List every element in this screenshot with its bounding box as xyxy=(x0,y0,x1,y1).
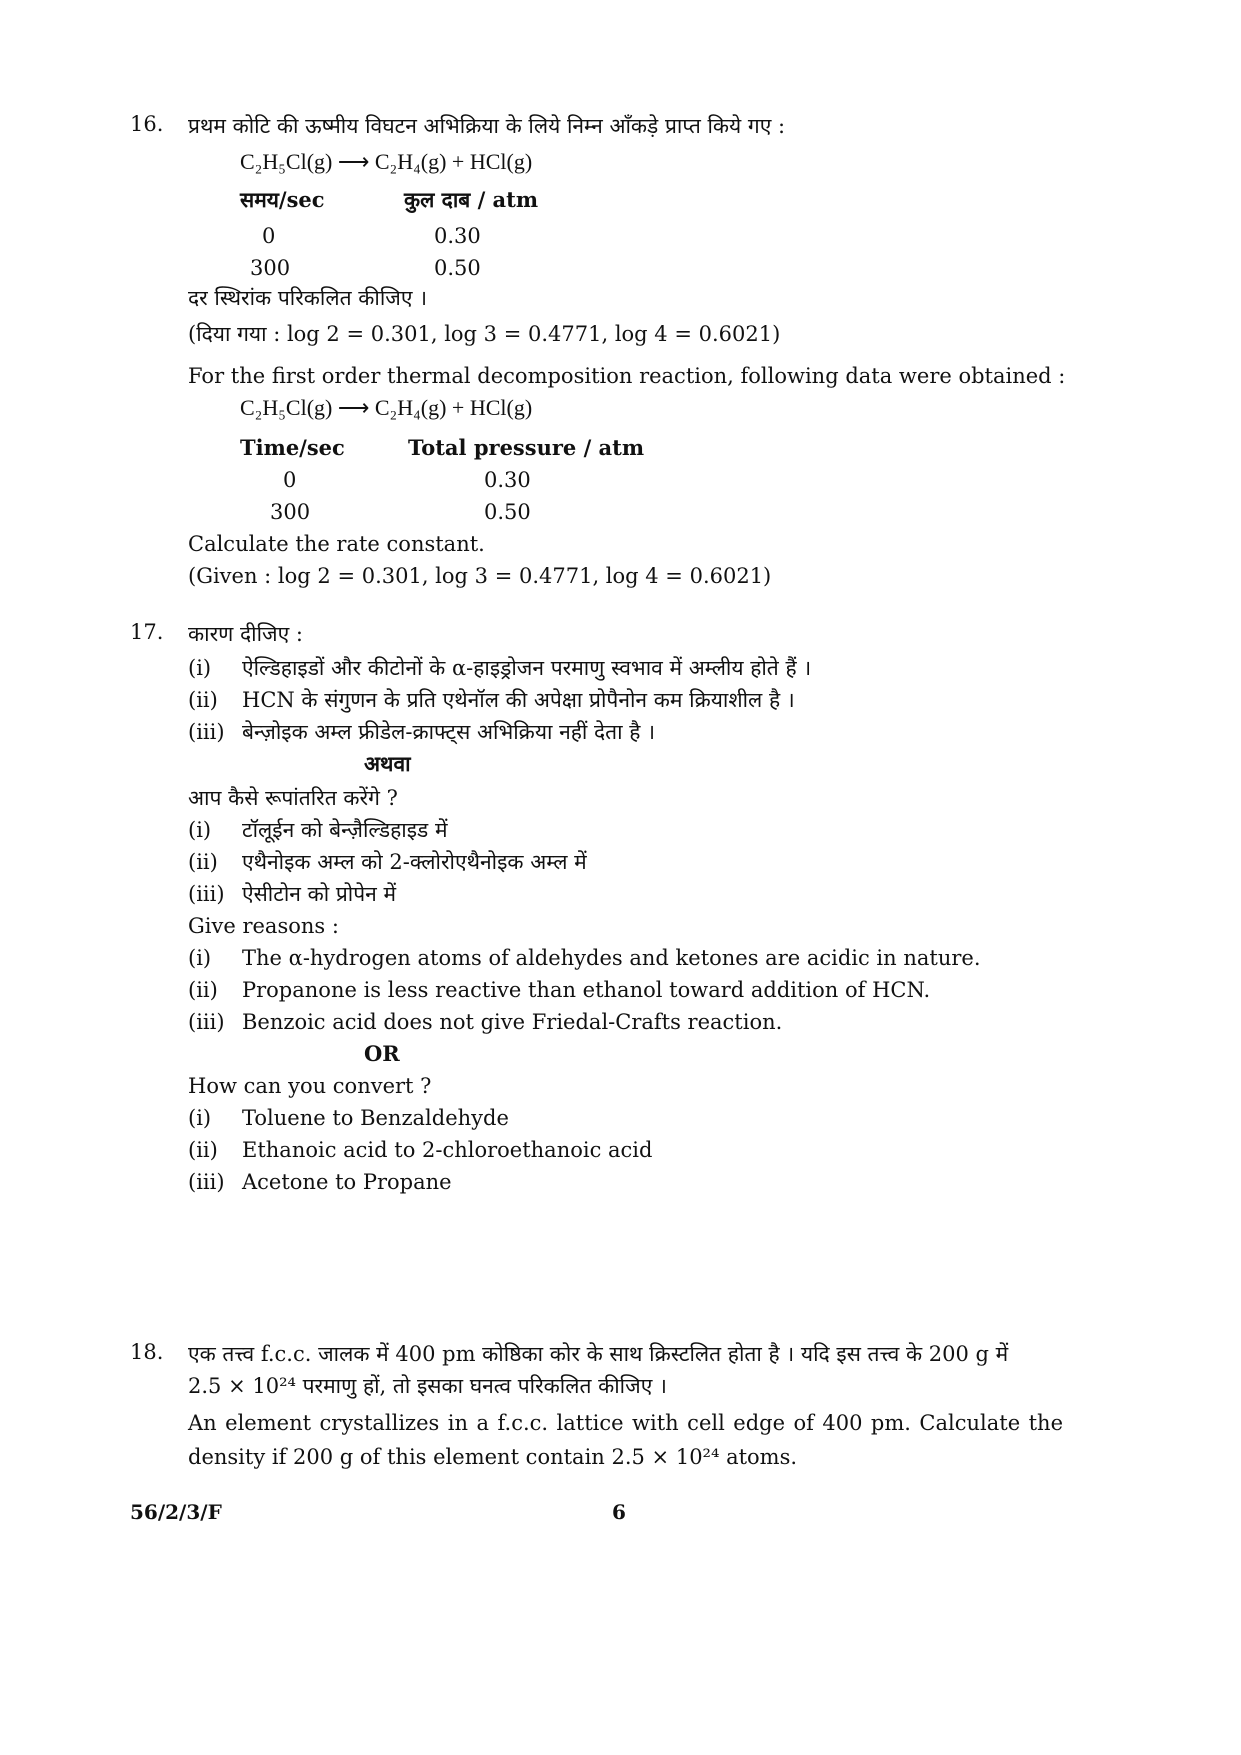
q17-hindi-intro: कारण दीजिए : xyxy=(188,622,303,646)
q17-hindi-item-text: बेन्ज़ोइक अम्ल फ्रीडेल-क्राफ्ट्स अभिक्रिया नहीं देता है । xyxy=(242,720,656,744)
q17-hindi-conv-text: टॉलूईन को बेन्ज़ैल्डिहाइड में xyxy=(242,818,448,842)
q16-english-col-time: Time/sec xyxy=(240,435,345,460)
q17-english-item-label: (i) xyxy=(188,946,212,970)
q17-english-conv-label: (i) xyxy=(188,1106,212,1130)
q17-hindi-conv-label: (ii) xyxy=(188,850,218,874)
page-number: 6 xyxy=(612,1500,626,1524)
q18-hindi-line1: एक तत्त्व f.c.c. जालक में 400 pm कोष्ठिका कोर के साथ क्रिस्टलित होता है । यदि इस तत्त्व के 200 g में xyxy=(188,1342,1009,1366)
q17-english-conv-text: Ethanoic acid to 2-chloroethanoic acid xyxy=(242,1138,653,1162)
question-number: 16. xyxy=(130,112,164,136)
q16-english-task: Calculate the rate constant. xyxy=(188,532,485,556)
q17-english-item-text: The α-hydrogen atoms of aldehydes and ketones are acidic in nature. xyxy=(242,946,981,970)
q16-hindi-col-pressure: कुल दाब / atm xyxy=(404,187,539,212)
q17-english-conv-text: Toluene to Benzaldehyde xyxy=(242,1106,509,1130)
q17-hindi-or: अथवा xyxy=(364,751,411,776)
q16-hindi-task: दर स्थिरांक परिकलित कीजिए । xyxy=(188,286,428,310)
q17-hindi-item-label: (iii) xyxy=(188,720,225,744)
question-number: 17. xyxy=(130,620,164,644)
q16-english-row2-pressure: 0.50 xyxy=(484,500,531,524)
q17-english-conv-label: (ii) xyxy=(188,1138,218,1162)
q17-hindi-item-label: (ii) xyxy=(188,688,218,712)
q16-hindi-row1-time: 0 xyxy=(262,224,276,248)
q17-hindi-conv-label: (iii) xyxy=(188,882,225,906)
q16-hindi-row1-pressure: 0.30 xyxy=(434,224,481,248)
q16-english-col-pressure: Total pressure / atm xyxy=(408,435,645,460)
q18-english-text: An element crystallizes in a f.c.c. lattice with cell edge of 400 pm. Calculate the density if 200 g of this element contain 2.5 × 10²⁴ atoms. xyxy=(188,1411,1063,1469)
q16-english-intro: For the first order thermal decomposition reaction, following data were obtained : xyxy=(188,364,1066,388)
q17-hindi-conv-text: ऐसीटोन को प्रोपेन में xyxy=(242,882,397,906)
q17-hindi-item-text: ऐल्डिहाइडों और कीटोनों के α-हाइड्रोजन परमाणु स्वभाव में अम्लीय होते हैं । xyxy=(242,656,812,680)
q18-hindi-line2: 2.5 × 10²⁴ परमाणु हों, तो इसका घनत्व परिकलित कीजिए । xyxy=(188,1374,667,1398)
q17-english-intro: Give reasons : xyxy=(188,914,339,938)
q16-english-row1-time: 0 xyxy=(283,468,297,492)
q16-hindi-row2-time: 300 xyxy=(250,256,291,280)
q17-english-item-label: (iii) xyxy=(188,1010,225,1034)
question-number: 18. xyxy=(130,1340,164,1364)
q16-hindi-col-time: समय/sec xyxy=(240,187,325,212)
q17-english-item-text: Propanone is less reactive than ethanol toward addition of HCN. xyxy=(242,978,931,1002)
q16-hindi-intro: प्रथम कोटि की ऊष्मीय विघटन अभिक्रिया के लिये निम्न आँकड़े प्राप्त किये गए : xyxy=(188,114,786,138)
q17-english-or: OR xyxy=(364,1041,400,1066)
q16-hindi-row2-pressure: 0.50 xyxy=(434,256,481,280)
q17-hindi-convert: आप कैसे रूपांतरित करेंगे ? xyxy=(188,786,398,810)
q16-hindi-equation: C₂H₅Cl(g) ⟶ C₂H₄(g) + HCl(g) xyxy=(240,149,533,174)
q16-english-equation: C₂H₅Cl(g) ⟶ C₂H₄(g) + HCl(g) xyxy=(240,395,533,420)
q17-english-conv-label: (iii) xyxy=(188,1170,225,1194)
q16-english-given: (Given : log 2 = 0.301, log 3 = 0.4771, log 4 = 0.6021) xyxy=(188,564,772,588)
q17-english-item-text: Benzoic acid does not give Friedal-Crafts reaction. xyxy=(242,1010,783,1034)
paper-code: 56/2/3/F xyxy=(130,1500,222,1524)
q17-english-convert: How can you convert ? xyxy=(188,1074,432,1098)
q17-english-item-label: (ii) xyxy=(188,978,218,1002)
q17-hindi-conv-label: (i) xyxy=(188,818,212,842)
q17-english-conv-text: Acetone to Propane xyxy=(242,1170,452,1194)
q17-hindi-item-label: (i) xyxy=(188,656,212,680)
q16-english-row2-time: 300 xyxy=(270,500,311,524)
q16-english-row1-pressure: 0.30 xyxy=(484,468,531,492)
q17-hindi-item-text: HCN के संगुणन के प्रति एथेनॉल की अपेक्षा प्रोपैनोन कम क्रियाशील है । xyxy=(242,688,795,712)
q17-hindi-conv-text: एथैनोइक अम्ल को 2-क्लोरोएथैनोइक अम्ल में xyxy=(242,850,587,874)
q16-hindi-given: (दिया गया : log 2 = 0.301, log 3 = 0.4771, log 4 = 0.6021) xyxy=(188,322,781,346)
